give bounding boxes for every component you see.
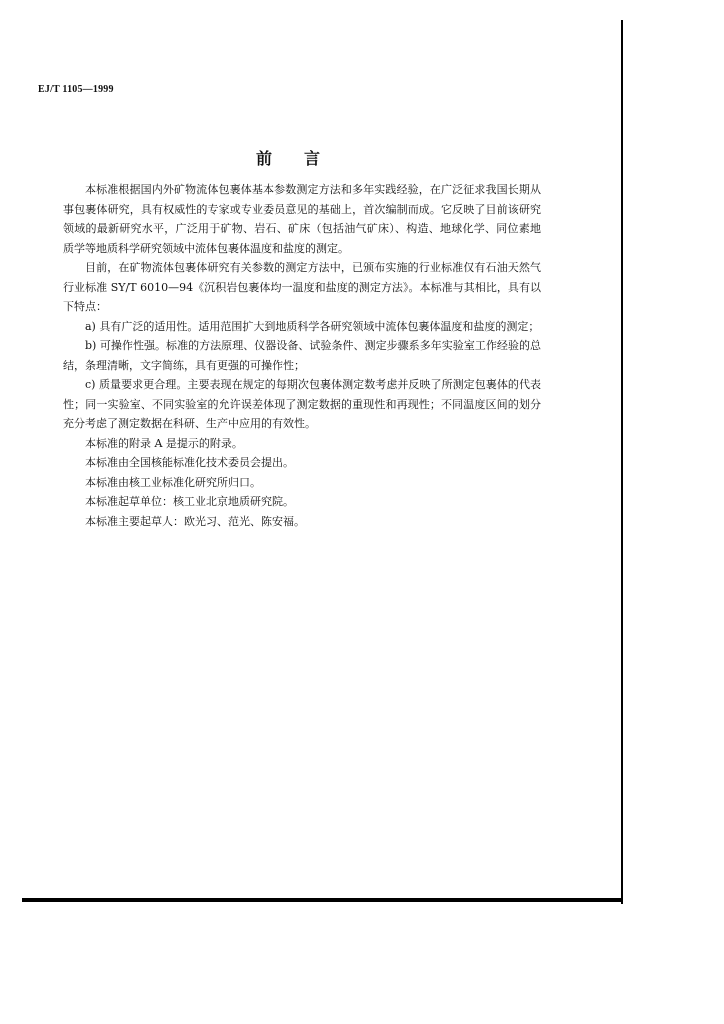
page-right-border-line xyxy=(621,20,623,904)
paragraph-drafting-unit: 本标准起草单位：核工业北京地质研究院。 xyxy=(85,495,294,508)
paragraph-appendix-note: 本标准的附录 A 是提示的附录。 xyxy=(85,436,243,450)
foreword-body xyxy=(63,180,541,531)
paragraph-intro: 本标准根据国内外矿物流体包裹体基本参数测定方法和多年实践经验，在广泛征求我国长期从事包裹体研究，具有权威性的专家或专业委员意见的基础上，首次编制而成。它反映了目前该研究领域的最新研究水平，广泛用于矿物、岩石、矿床（包括油气矿床）、构造、地球化学、同位素地质学等地质科学研究领域中流体包裹体温度和盐度的测定。 xyxy=(63,183,541,255)
standard-code: EJ/T 1105—1999 xyxy=(38,84,114,95)
paragraph-feature-a: a) 具有广泛的适用性。适用范围扩大到地质科学各研究领域中流体包裹体温度和盐度的测定； xyxy=(85,319,540,333)
page-bottom-border-line xyxy=(22,898,623,902)
paragraph-comparison: 目前，在矿物流体包裹体研究有关参数的测定方法中，已颁布实施的行业标准仅有石油天然气行业标准 SY/T 6010—94《沉积岩包裹体均一温度和盐度的测定方法》。本标准与其相比，具有以下特点： xyxy=(63,261,541,313)
paragraph-proposer: 本标准由全国核能标准化技术委员会提出。 xyxy=(85,456,294,469)
page-title: 前言 xyxy=(255,149,352,168)
paragraph-feature-c: c) 质量要求更合理。主要表现在规定的每期次包裹体测定数考虑并反映了所测定包裹体的代表性；同一实验室、不同实验室的允许误差体现了测定数据的重现性和再现性；不同温度区间的划分充分考虑了测定数据在科研、生产中应用的有效性。 xyxy=(63,378,541,430)
paragraph-drafters: 本标准主要起草人：欧光习、范光、陈安福。 xyxy=(85,514,305,528)
paragraph-administrator: 本标准由核工业标准化研究所归口。 xyxy=(85,475,261,489)
paragraph-feature-b: b) 可操作性强。标准的方法原理、仪器设备、试验条件、测定步骤系多年实验室工作经验的总结，条理清晰，文字简练，具有更强的可操作性； xyxy=(63,339,541,372)
